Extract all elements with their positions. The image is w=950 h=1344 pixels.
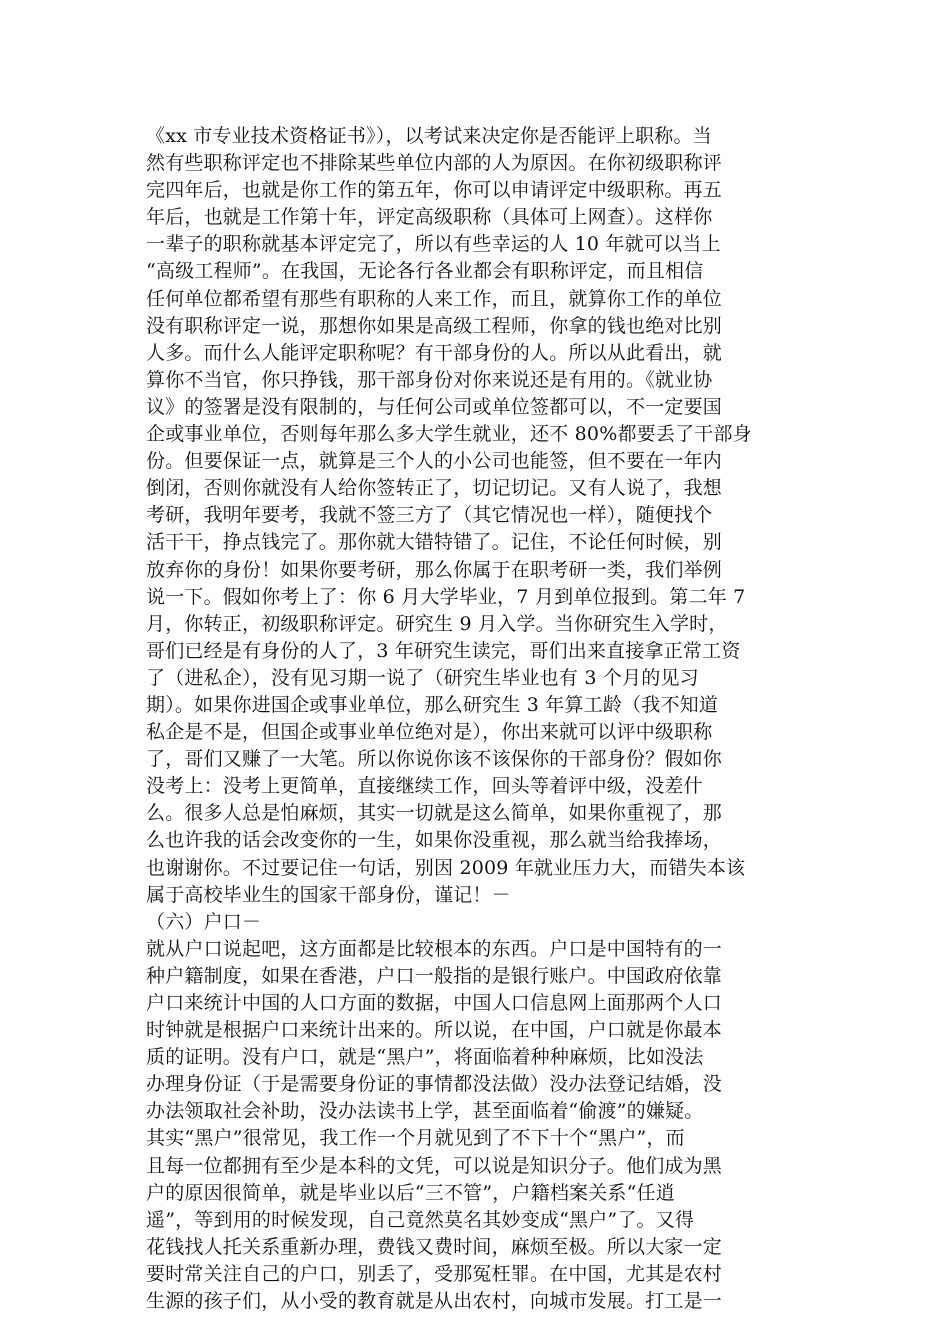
text-line: 完四年后，也就是你工作的第五年，你可以申请评定中级职称。再五	[146, 179, 723, 202]
text-line: 活干干，挣点钱完了。那你就大错特错了。记住，不论任何时候，别	[146, 531, 723, 554]
text-line: 任何单位都希望有那些有职称的人来工作，而且，就算你工作的单位	[146, 287, 723, 310]
text-line: 一辈子的职称就基本评定完了，所以有些幸运的人 10 年就可以当上	[146, 233, 721, 256]
text-line: 倒闭，否则你就没有人给你签转正了，切记切记。又有人说了，我想	[146, 477, 723, 500]
text-line: 没有职称评定一说，那想你如果是高级工程师，你拿的钱也绝对比别	[146, 314, 723, 337]
text-line: 其实“黑户”很常见，我工作一个月就见到了不下十个“黑户”，而	[146, 1127, 685, 1150]
text-line: 属于高校毕业生的国家干部身份，谨记！－	[146, 883, 511, 906]
text-line: 时钟就是根据户口来统计出来的。所以说，在中国，户口就是你最本	[146, 1019, 723, 1042]
text-line: 么。很多人总是怕麻烦，其实一切就是这么简单，如果你重视了，那	[146, 802, 723, 825]
text-line: 么也许我的话会改变你的一生，如果你没重视，那么就当给我捧场，	[146, 829, 723, 852]
text-line: 企或事业单位，否则每年那么多大学生就业，还不 80%都要丢了干部身	[146, 423, 752, 446]
text-line: 议》的签署是没有限制的，与任何公司或单位签都可以，不一定要国	[146, 395, 723, 418]
text-line: 份。但要保证一点，就算是三个人的小公司也能签，但不要在一年内	[146, 450, 723, 473]
text-line: 放弃你的身份！如果你要考研，那么你属于在职考研一类，我们举例	[146, 558, 723, 581]
text-line: 办法领取社会补助，没办法读书上学，甚至面临着“偷渡”的嫌疑。	[146, 1100, 704, 1123]
text-line: 花钱找人托关系重新办理，费钱又费时间，麻烦至极。所以大家一定	[146, 1235, 723, 1258]
text-line: 了，哥们又赚了一大笔。所以你说你该不该保你的干部身份？假如你	[146, 748, 723, 771]
text-line: 考研，我明年要考，我就不签三方了（其它情况也一样），随便找个	[146, 504, 713, 527]
text-line: 质的证明。没有户口，就是“黑户”，将面临着种种麻烦，比如没法	[146, 1046, 704, 1069]
body-text	[146, 123, 806, 1315]
text-line: 人多。而什么人能评定职称呢？有干部身份的人。所以从此看出，就	[146, 341, 723, 364]
text-line: 私企是不是，但国企或事业单位绝对是），你出来就可以评中级职称	[146, 721, 713, 744]
text-line: 没考上：没考上更简单，直接继续工作，回头等着评中级，没差什	[146, 775, 703, 798]
text-line: “高级工程师”。在我国，无论各行各业都会有职称评定，而且相信	[146, 260, 704, 283]
text-line: 办理身份证（于是需要身份证的事情都没法做）没办法登记结婚，没	[146, 1073, 723, 1096]
text-line: 户的原因很简单，就是毕业以后“三不管”，户籍档案关系“任逍	[146, 1181, 675, 1204]
text-line: 要时常关注自己的户口，别丢了，受那冤枉罪。在中国，尤其是农村	[146, 1262, 723, 1285]
text-line: 哥们已经是有身份的人了，3 年研究生读完，哥们出来直接拿正常工资	[146, 639, 741, 662]
text-line: 年后，也就是工作第十年，评定高级职称（具体可上网查）。这样你	[146, 206, 713, 229]
text-line: 然有些职称评定也不排除某些单位内部的人为原因。在你初级职称评	[146, 152, 723, 175]
text-line: 了（进私企），没有见习期一说了（研究生毕业也有 3 个月的见习	[146, 666, 699, 689]
text-line: 期）。如果你进国企或事业单位，那么研究生 3 年算工龄（我不知道	[146, 693, 719, 716]
text-line: 也谢谢你。不过要记住一句话，别因 2009 年就业压力大，而错失本该	[146, 856, 746, 879]
text-line: 且每一位都拥有至少是本科的文凭，可以说是知识分子。他们成为黑	[146, 1154, 723, 1177]
text-line: 遥”，等到用的时候发现，自己竟然莫名其妙变成“黑户”了。又得	[146, 1208, 695, 1231]
text-line: 户口来统计中国的人口方面的数据，中国人口信息网上面那两个人口	[146, 992, 723, 1014]
section-heading: （六）户口－	[146, 910, 262, 933]
text-line: 月，你转正，初级职称评定。研究生 9 月入学。当你研究生入学时，	[146, 612, 728, 635]
text-line: 说一下。假如你考上了：你 6 月大学毕业，7 月到单位报到。第二年 7	[146, 585, 746, 608]
text-line: 种户籍制度，如果在香港，户口一般指的是银行账户。中国政府依靠	[146, 964, 723, 987]
text-line: 就从户口说起吧，这方面都是比较根本的东西。户口是中国特有的一	[146, 937, 723, 960]
text-line: 《xx 市专业技术资格证书》），以考试来决定你是否能评上职称。当	[146, 125, 712, 147]
text-line: 算你不当官，你只挣钱，那干部身份对你来说还是有用的。《就业协	[146, 368, 713, 391]
text-line: 生源的孩子们，从小受的教育就是从出农村，向城市发展。打工是一	[146, 1290, 723, 1313]
